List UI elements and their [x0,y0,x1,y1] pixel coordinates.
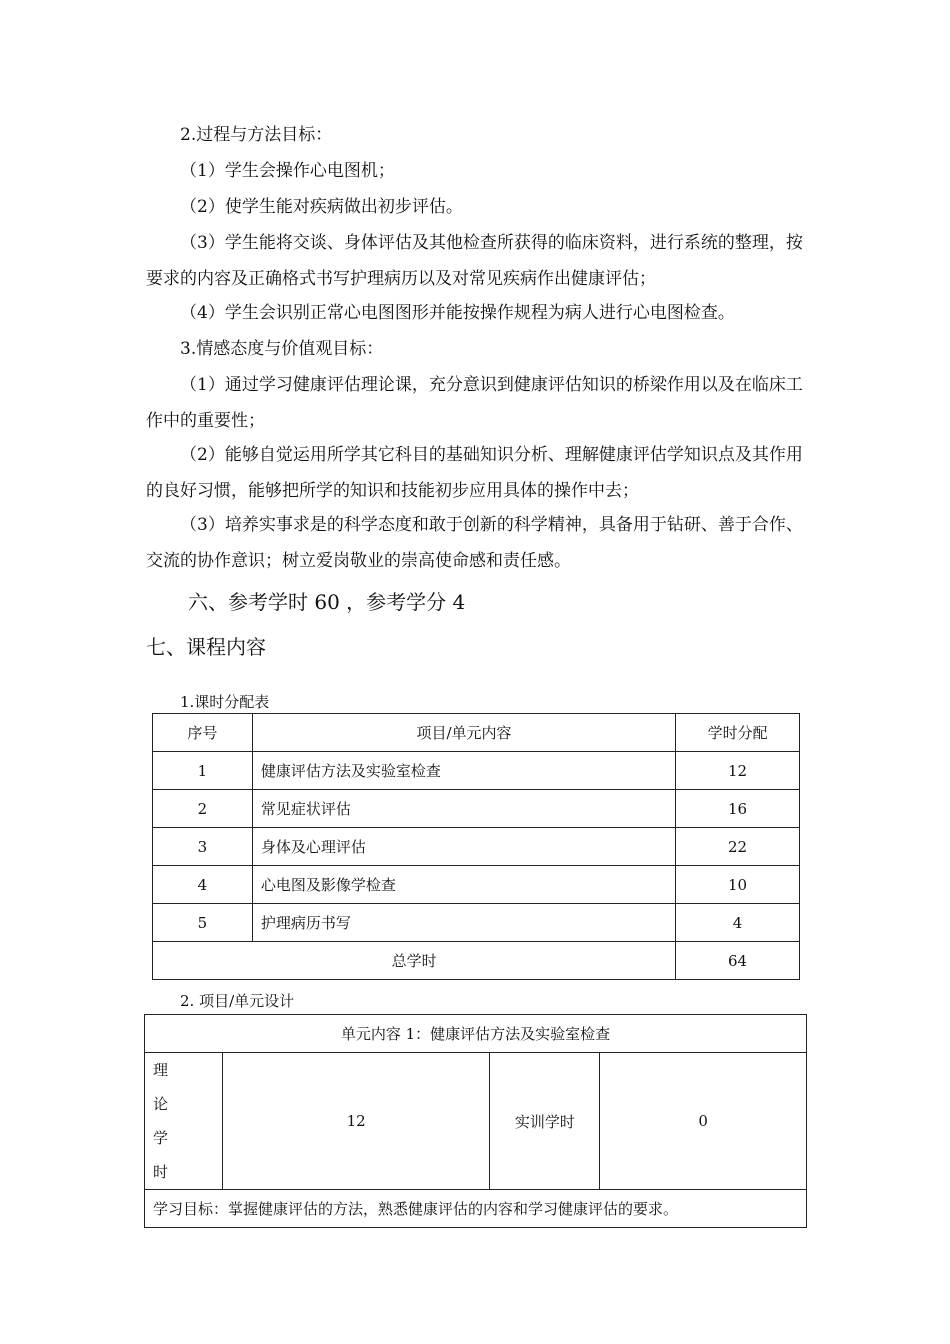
row-index: 4 [153,866,253,904]
emotion-goal-2: （2）能够自觉运用所学其它科目的基础知识分析、理解健康评估学知识点及其作用的良好习惯，能够把所学的知识和技能初步应用具体的操作中去； [146,445,803,501]
unit-title-row [145,1015,807,1053]
process-goal-3: （3）学生能将交谈、身体评估及其他检查所获得的临床资料，进行系统的整理，按要求的内容及正确格式书写护理病历以及对常见疾病作出健康评估； [146,233,803,289]
emotion-goal-1: （1）通过学习健康评估理论课，充分意识到健康评估知识的桥梁作用以及在临床工作中的重要性； [146,375,803,431]
row-index: 5 [153,904,253,942]
table-header-row [153,714,800,752]
unit-design-table [144,1014,807,1228]
row-index: 1 [153,752,253,790]
unit-objective-row [145,1190,807,1228]
practice-hours-label: 实训学时 [490,1053,600,1190]
process-goal-1: （1）学生会操作心电图机； [180,161,395,181]
row-hours: 22 [676,828,800,866]
theory-hours-label: 理 论 学 时 [145,1053,223,1190]
total-label: 总学时 [153,942,676,980]
header-index: 序号 [153,714,253,752]
header-hours: 学时分配 [676,714,800,752]
table-row [153,866,800,904]
header-content: 项目/单元内容 [252,714,675,752]
unit-title: 单元内容 1：健康评估方法及实验室检查 [145,1015,807,1053]
table-total-row [153,942,800,980]
section-6-heading: 六、参考学时 60 ，参考学分 4 [188,590,466,614]
table-row [153,904,800,942]
practice-hours-value: 0 [600,1053,807,1190]
row-content: 常见症状评估 [252,790,675,828]
process-goal-2: （2）使学生能对疾病做出初步评估。 [180,197,463,217]
process-goals-title: 2.过程与方法目标： [180,125,333,145]
unit-hours-row [145,1053,807,1190]
row-hours: 12 [676,752,800,790]
row-hours: 10 [676,866,800,904]
row-index: 3 [153,828,253,866]
table-row [153,828,800,866]
row-content: 身体及心理评估 [252,828,675,866]
emotion-goals-title: 3.情感态度与价值观目标： [180,339,384,359]
process-goal-4: （4）学生会识别正常心电图图形并能按操作规程为病人进行心电图检查。 [180,303,735,323]
table2-caption: 2. 项目/单元设计 [180,992,295,1010]
table-row [153,790,800,828]
table1-caption: 1.课时分配表 [180,693,270,711]
row-content: 心电图及影像学检查 [252,866,675,904]
emotion-goal-3: （3）培养实事求是的科学态度和敢于创新的科学精神，具备用于钻研、善于合作、交流的协作意识；树立爱岗敬业的崇高使命感和责任感。 [146,515,803,571]
total-value: 64 [676,942,800,980]
learning-objective: 学习目标：掌握健康评估的方法，熟悉健康评估的内容和学习健康评估的要求。 [145,1190,807,1228]
row-hours: 4 [676,904,800,942]
theory-hours-value: 12 [222,1053,490,1190]
section-7-heading: 七、课程内容 [146,635,266,659]
row-content: 护理病历书写 [252,904,675,942]
row-content: 健康评估方法及实验室检查 [252,752,675,790]
hours-allocation-table [152,713,800,980]
row-index: 2 [153,790,253,828]
row-hours: 16 [676,790,800,828]
table-row [153,752,800,790]
